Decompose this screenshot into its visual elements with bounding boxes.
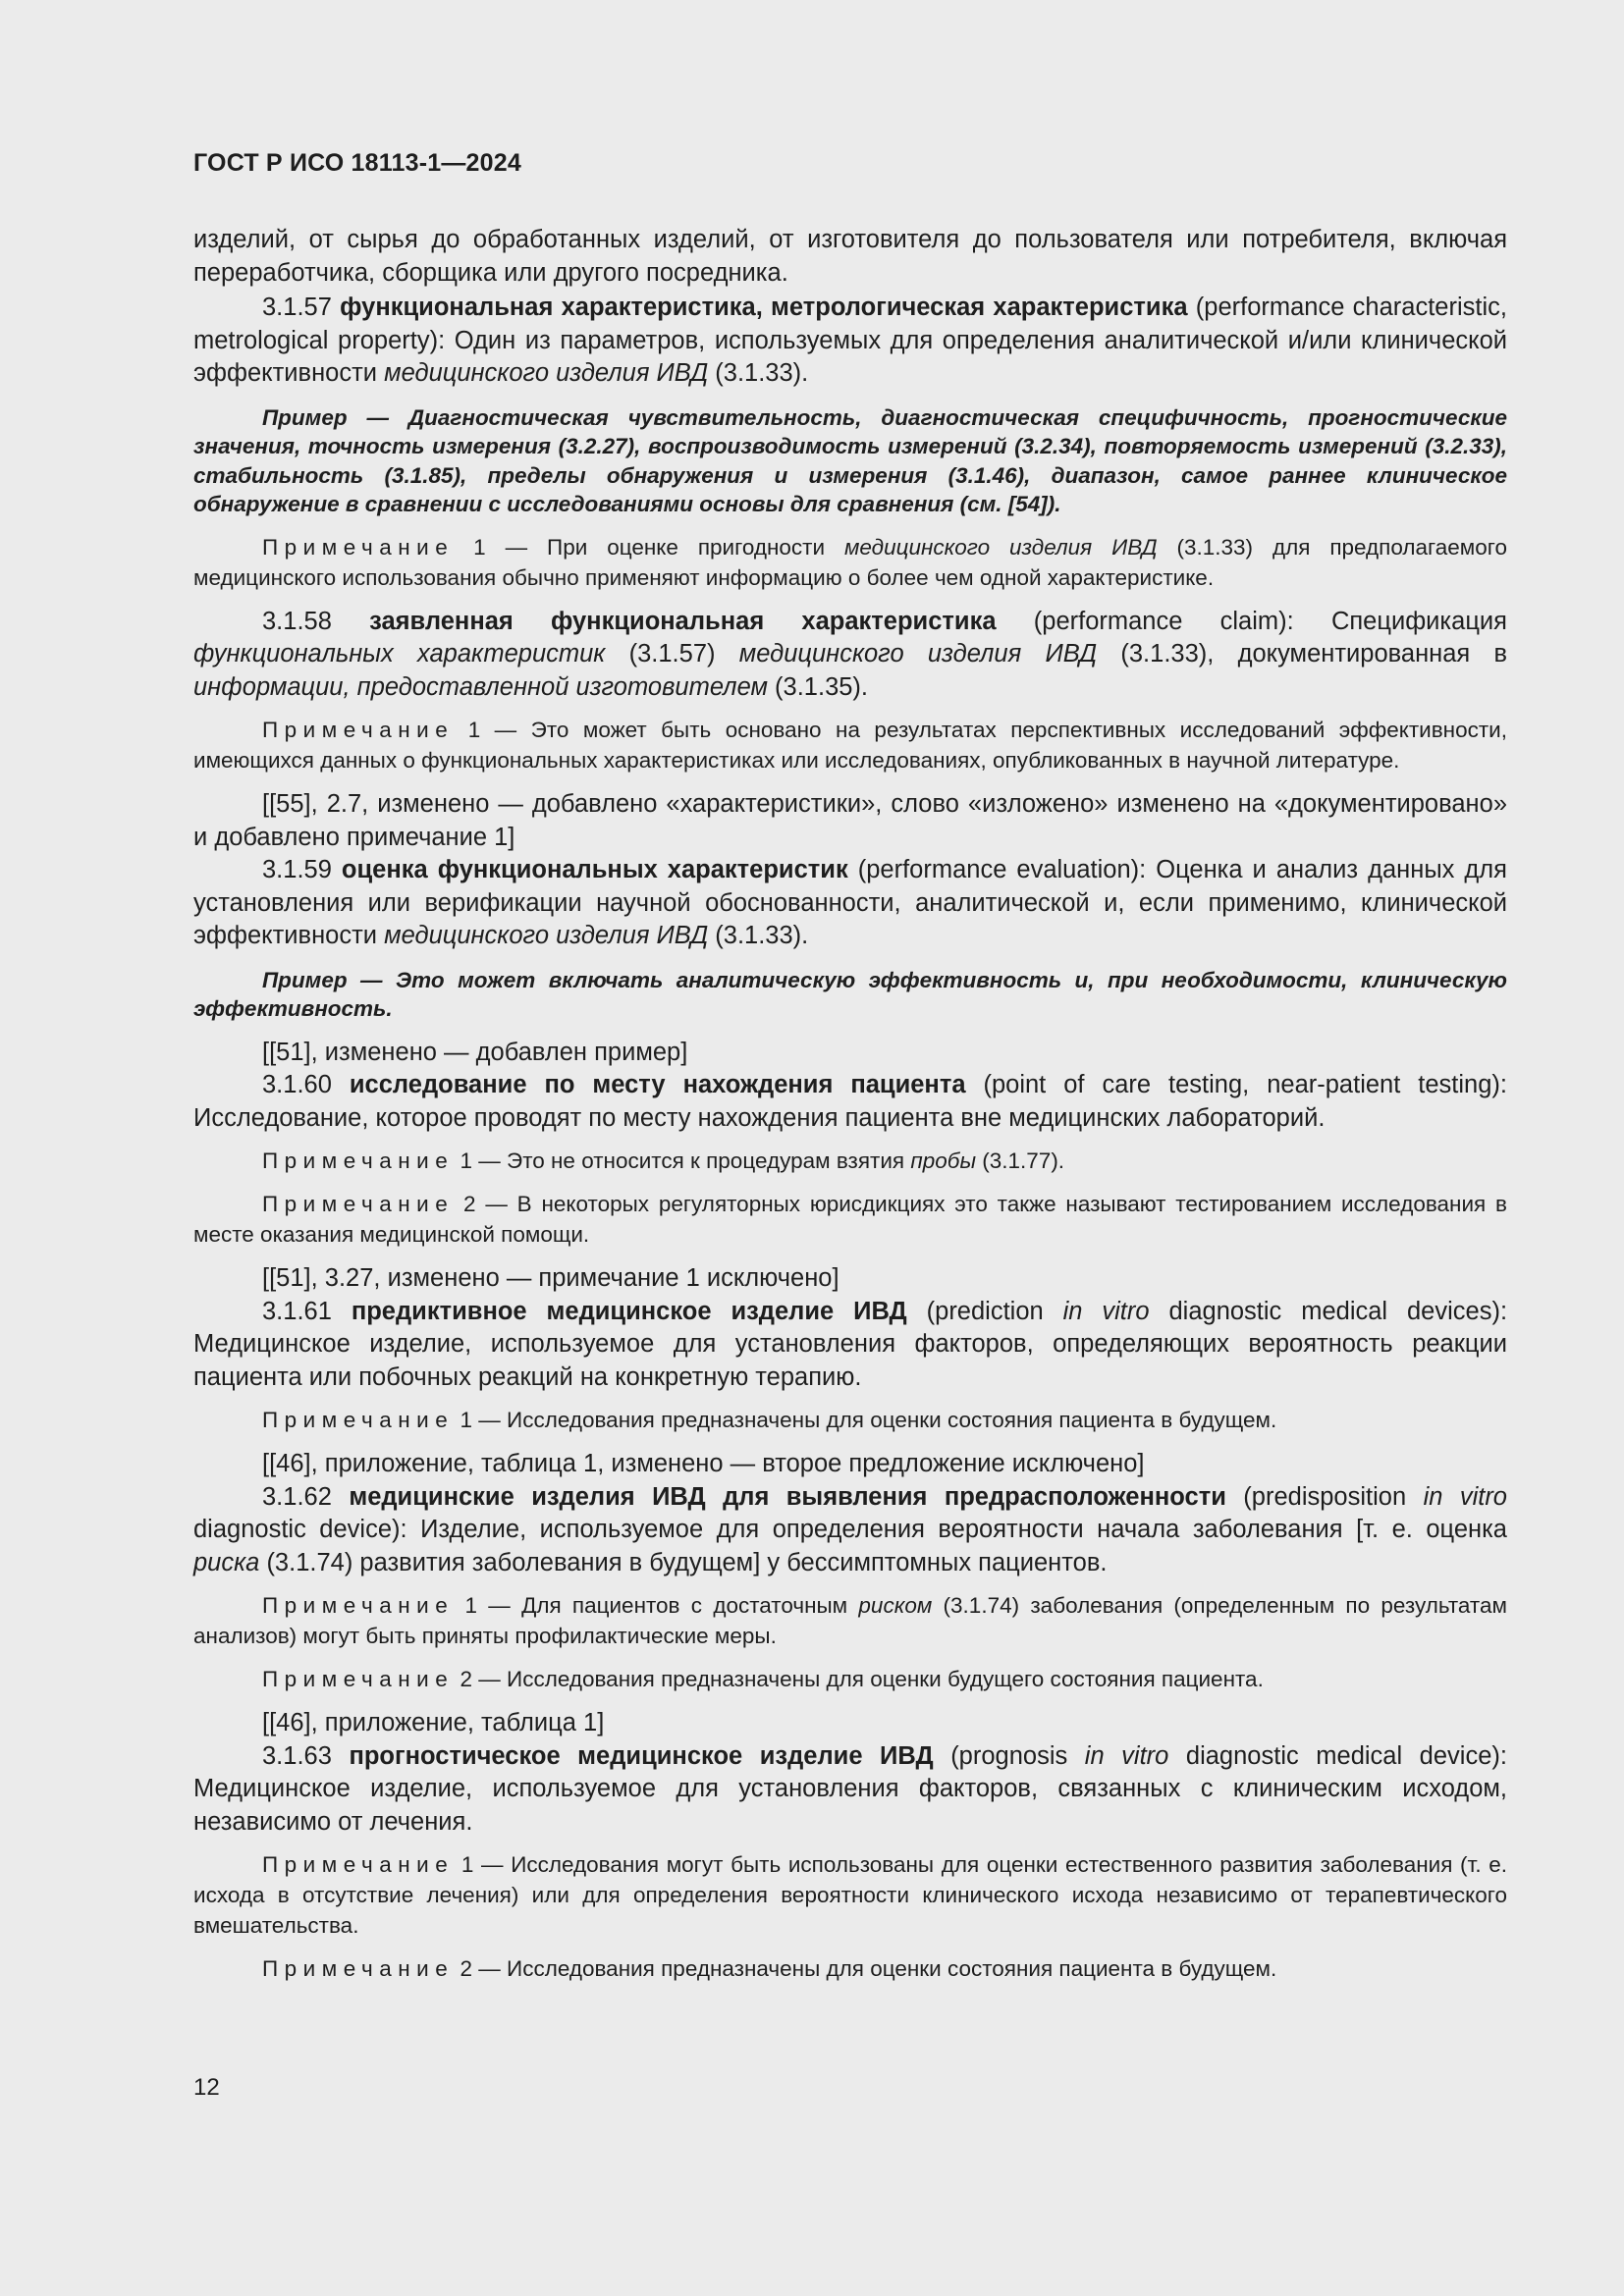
note-text: 2 — В некоторых регуляторных юрисдикциях это также называют тестированием исследования в месте оказания медицинской помощи.: [193, 1192, 1507, 1247]
term-definition: (performance evaluation): Оценка и анализ данных для установления или верификации научной обоснованности, аналитической и, если применимо, клинической эффективности: [193, 856, 1507, 949]
term-italic: риска: [193, 1548, 260, 1576]
note-italic: медицинского изделия ИВД: [843, 534, 1158, 560]
term-definition: (performance claim): Спецификация: [1033, 607, 1507, 635]
source-3-1-59: [[51], изменено — добавлен пример]: [262, 1038, 688, 1066]
note-text: 1 — При оценке пригодности: [473, 534, 826, 560]
term-number: 3.1.61: [262, 1297, 332, 1325]
note-text-end: (3.1.77).: [982, 1148, 1065, 1173]
note-text: 1 — Это может быть основано на результатах перспективных исследований эффективности, имеющихся данных о функциональных характеристиках или исследованиях, опубликованных в научной литературе.: [193, 718, 1507, 773]
term-number: 3.1.62: [262, 1482, 332, 1511]
term-name: функциональная характеристика, метрологическая характеристика: [340, 294, 1188, 321]
term-definition: (prognosis: [950, 1741, 1068, 1770]
term-text: diagnostic medical device): Медицинское изделие, используемое для установления факторов, связанных с клиническим исходом, независимо от лечения.: [193, 1741, 1507, 1836]
note-text: 1 — Для пациентов с достаточным: [464, 1593, 848, 1618]
note-label: Примечание: [262, 1148, 455, 1173]
note-2-3-1-60: [193, 1189, 1507, 1250]
term-number: 3.1.59: [262, 856, 332, 883]
source-3-1-62: [[46], приложение, таблица 1]: [262, 1709, 605, 1736]
term-3-1-57: [193, 292, 1507, 391]
note-3-1-61: [193, 1405, 1507, 1435]
note-label: Примечание: [262, 1593, 455, 1618]
note-text-end: (3.1.74) заболевания (определенным по результатам анализов) могут быть приняты профилактические меры.: [193, 1593, 1507, 1648]
term-number: 3.1.60: [262, 1071, 332, 1098]
term-name: заявленная функциональная характеристика: [369, 607, 997, 635]
note-label: Примечание: [262, 1192, 455, 1216]
note-text-end: (3.1.33) для предполагаемого медицинского использования обычно применяют информацию о более чем одной характеристике.: [193, 534, 1507, 590]
term-text-end: (3.1.74) развития заболевания в будущем] у бессимптомных пациентов.: [266, 1548, 1108, 1576]
term-italic: медицинского изделия ИВД: [738, 640, 1098, 667]
term-reference-italic: медицинского изделия ИВД: [384, 359, 709, 387]
term-name: прогностическое медицинское изделие ИВД: [349, 1741, 934, 1770]
example-3-1-59: Пример — Это может включать аналитическую эффективность и, при необходимости, клиническую эффективность.: [193, 967, 1507, 1021]
term-3-1-62: [193, 1481, 1507, 1580]
note-text: 1 — Исследования предназначены для оценки состояния пациента в будущем.: [460, 1408, 1277, 1432]
term-definition: (prediction: [926, 1297, 1044, 1325]
note-text: 2 — Исследования предназначены для оценки будущего состояния пациента.: [460, 1667, 1264, 1691]
note-1-3-1-63: [193, 1849, 1507, 1941]
term-italic: in vitro: [1423, 1482, 1507, 1511]
term-definition: (point of care testing, near-patient testing): Исследование, которое проводят по месту нахождения пациента вне медицинских лабораторий.: [193, 1071, 1507, 1132]
term-3-1-63: [193, 1740, 1507, 1840]
term-definition: (performance characteristic, metrological property): Один из параметров, используемых для определения аналитической и/или клинической эффективности: [193, 294, 1507, 387]
note-label: Примечание: [262, 1852, 455, 1877]
note-label: Примечание: [262, 1408, 455, 1432]
note-1-3-1-62: [193, 1590, 1507, 1651]
note-2-3-1-62: [193, 1664, 1507, 1694]
term-3-1-58: [193, 606, 1507, 705]
continuation-paragraph: изделий, от сырья до обработанных изделий, от изготовителя до пользователя или потребителя, включая переработчика, сборщика или другого посредника.: [193, 226, 1507, 287]
source-3-1-60: [[51], 3.27, изменено — примечание 1 исключено]: [262, 1264, 839, 1292]
note-2-3-1-63: [193, 1953, 1507, 1984]
term-ref: (3.1.33).: [715, 922, 809, 949]
example-3-1-57: Пример — Диагностическая чувствительность, диагностическая специфичность, прогностические значения, точность измерения (3.2.27), воспроизводимость измерений (3.2.34), повторяемость измерений (3.2.33), стабильность (3.1.85), пределы обнаружения и измерения (3.1.46), диапазон, самое раннее клиническое обнаружение в сравнении с исследованиями основы для сравнения (см. [54]).: [193, 404, 1507, 516]
page-content: [193, 224, 1507, 1997]
term-italic: медицинского изделия ИВД: [384, 922, 709, 949]
note-italic: пробы: [910, 1148, 976, 1173]
note-1-3-1-60: [193, 1146, 1507, 1176]
note-label: Примечание: [262, 534, 455, 560]
term-text: diagnostic device): Изделие, используемое для определения вероятности начала заболевания [т. е. оценка: [193, 1516, 1507, 1543]
note-label: Примечание: [262, 1667, 455, 1691]
term-number: 3.1.57: [262, 294, 332, 321]
note-label: Примечание: [262, 1956, 455, 1981]
term-ref: (3.1.35).: [775, 672, 869, 701]
page-number: 12: [193, 2074, 220, 2101]
term-italic: in vitro: [1084, 1741, 1169, 1770]
term-name: исследование по месту нахождения пациента: [349, 1071, 966, 1098]
term-number: 3.1.58: [262, 607, 332, 635]
note-text: 1 — Это не относится к процедурам взятия: [460, 1148, 905, 1173]
term-italic: информации, предоставленной изготовителем: [193, 672, 768, 701]
term-definition: (predisposition: [1243, 1482, 1407, 1511]
page-header: ГОСТ Р ИСО 18113-1—2024: [193, 149, 521, 177]
term-3-1-59: [193, 854, 1507, 953]
term-reference: (3.1.33).: [715, 359, 809, 387]
term-3-1-61: [193, 1296, 1507, 1395]
note-text: 2 — Исследования предназначены для оценки состояния пациента в будущем.: [460, 1956, 1277, 1981]
source-3-1-61: [[46], приложение, таблица 1, изменено — второе предложение исключено]: [262, 1450, 1145, 1477]
note-italic: риском: [858, 1593, 933, 1618]
note-label: Примечание: [262, 718, 455, 742]
note-3-1-58: [193, 715, 1507, 775]
source-3-1-58: [[55], 2.7, изменено — добавлено «характеристики», слово «изложено» изменено на «документировано» и добавлено примечание 1]: [193, 790, 1507, 851]
term-italic: in vitro: [1062, 1297, 1150, 1325]
note-text: 1 — Исследования могут быть использованы для оценки естественного развития заболевания (т. е. исхода в отсутствие лечения) или для определения вероятности клинического исхода независимо от терапевтического вмешательства.: [193, 1852, 1507, 1938]
term-text: (3.1.33), документированная в: [1120, 640, 1508, 667]
term-ref: (3.1.57): [628, 640, 716, 667]
term-name: медицинские изделия ИВД для выявления предрасположенности: [349, 1482, 1226, 1511]
term-number: 3.1.63: [262, 1741, 332, 1770]
term-text: diagnostic medical devices): Медицинское изделие, используемое для установления факторов, определяющих вероятность реакции пациента или побочных реакций на конкретную терапию.: [193, 1297, 1508, 1391]
term-name: оценка функциональных характеристик: [341, 856, 848, 883]
term-italic: функциональных характеристик: [193, 640, 606, 667]
term-name: предиктивное медицинское изделие ИВД: [351, 1297, 907, 1325]
note-3-1-57: [193, 532, 1507, 593]
term-3-1-60: [193, 1069, 1507, 1135]
